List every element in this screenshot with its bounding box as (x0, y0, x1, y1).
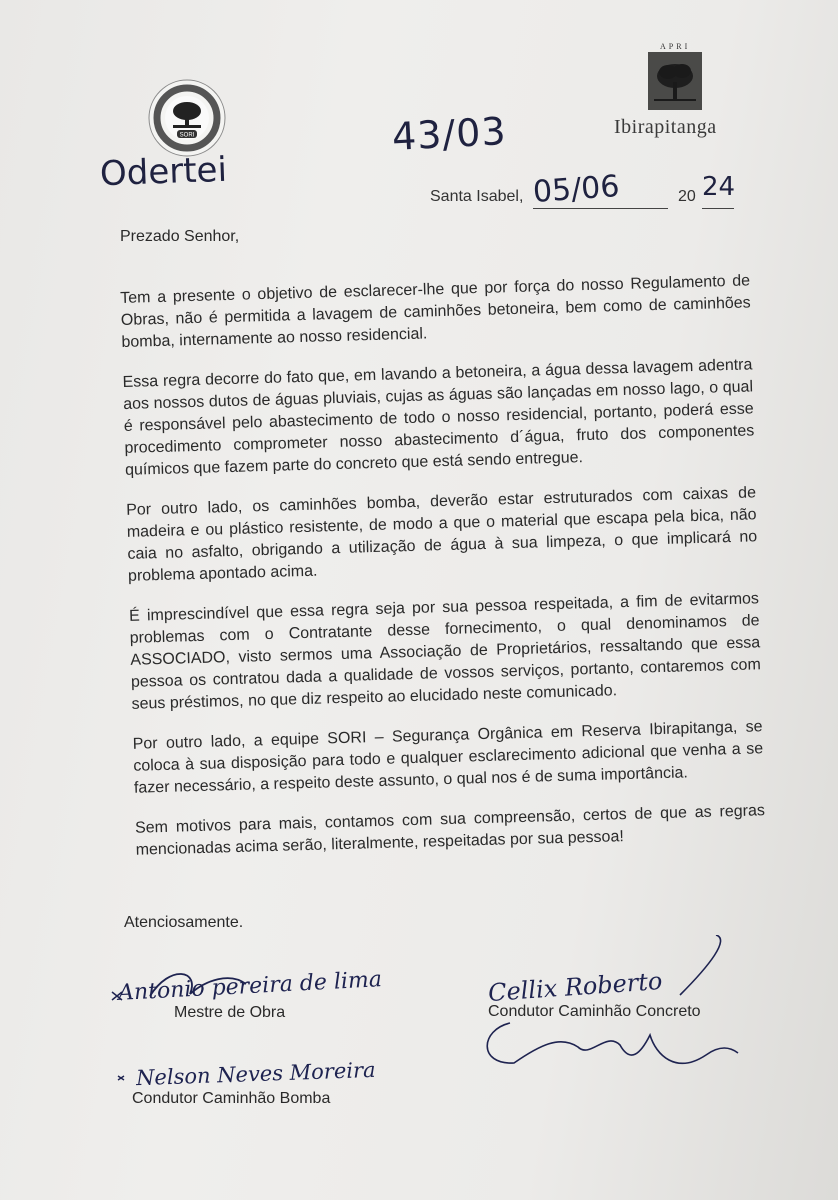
date-line (430, 169, 740, 218)
ibirapitanga-logo (610, 42, 735, 142)
sori-logo-text: SORI (179, 132, 195, 139)
paragraph: É imprescindível que essa regra seja por sua pessoa respeitada, a fim de evitarmos problemas com o Contratante desse fornecimento, o qual denominamos de ASSOCIADO, visto sermos uma Associação de Proprietários, ressaltando que essa pessoa os contratou dada a qualidade de vossos serviços, portanto, contaremos com seus préstimos, no que diz respeito ao elucidado neste comunicado. (128, 590, 762, 713)
sori-logo (147, 78, 227, 158)
signature-condutor-concreto: Cellix Roberto (487, 966, 664, 1008)
greeting: Prezado Senhor, (120, 228, 240, 245)
paragraph: Por outro lado, os caminhões bomba, deverão estar estruturados com caixas de madeira e ou plástico resistente, de modo a que o material que escapa pela bica, não caia no asfalto, obrigando a utilização de água à sua limpeza, o que implicará no problema apontado acima. (125, 484, 758, 585)
signature-block-mestre-de-obra (110, 960, 430, 1030)
signature-mestre-de-obra: Antonio pereira de lima (117, 967, 383, 1006)
date-city: Santa Isabel, (430, 188, 524, 205)
letter-body (120, 270, 766, 879)
paragraph: Tem a presente o objetivo de esclarecer-lhe que por força do nosso Regulamento de Obras, não é permitida a lavagem de caminhões betoneira, bem como de caminhões bomba, internamente ao nosso residencial. (120, 272, 751, 351)
tree-icon (648, 52, 702, 110)
signature-label-mestre-de-obra: Mestre de Obra (174, 1004, 286, 1021)
date-day-month: 05/06 (531, 169, 621, 210)
date-year-prefix: 20 (678, 188, 696, 205)
handwritten-dispatch-note: Odertei (99, 149, 228, 195)
signature-label-condutor-concreto: Condutor Caminhão Concreto (488, 1003, 701, 1020)
date-underline (533, 208, 668, 209)
ibirapitanga-logo-top-text: APRI (660, 42, 691, 51)
signature-condutor-bomba: Nelson Neves Moreira (135, 1057, 376, 1091)
signature-block-condutor-bomba (112, 1058, 412, 1118)
date-year-suffix: 24 (702, 172, 736, 202)
paragraph: Sem motivos para mais, contamos com sua compreensão, certos de que as regras mencionadas acima serão, literalmente, respeitadas por sua pessoa! (134, 802, 766, 859)
paragraph: Por outro lado, a equipe SORI – Segurança Orgânica em Reserva Ibirapitanga, se coloca à sua disposição para todo e qualquer esclarecimento adicional que venha a se fazer necessário, a respeito deste assunto, o qual nos é de suma importância. (132, 718, 764, 797)
date-year-underline (702, 208, 734, 209)
paragraph: Essa regra decorre do fato que, em lavando a betoneira, a água dessa lavagem adentra aos nossos dutos de águas pluviais, cujas as águas são lançadas em nosso lago, o qual é responsável pelo abastecimento de todo o nosso residencial, portanto, poderá esse procedimento comprometer nosso abastecimento d´água, fruto dos componentes químicos que fazem parte do concreto que está sendo entregue. (122, 356, 755, 479)
closing: Atenciosamente. (124, 914, 244, 931)
signature-label-condutor-bomba: Condutor Caminhão Bomba (132, 1090, 331, 1107)
ibirapitanga-logo-name: Ibirapitanga (614, 116, 717, 138)
signature-block-condutor-concreto (480, 935, 750, 1085)
handwritten-protocol-number: 43/03 (390, 109, 508, 159)
